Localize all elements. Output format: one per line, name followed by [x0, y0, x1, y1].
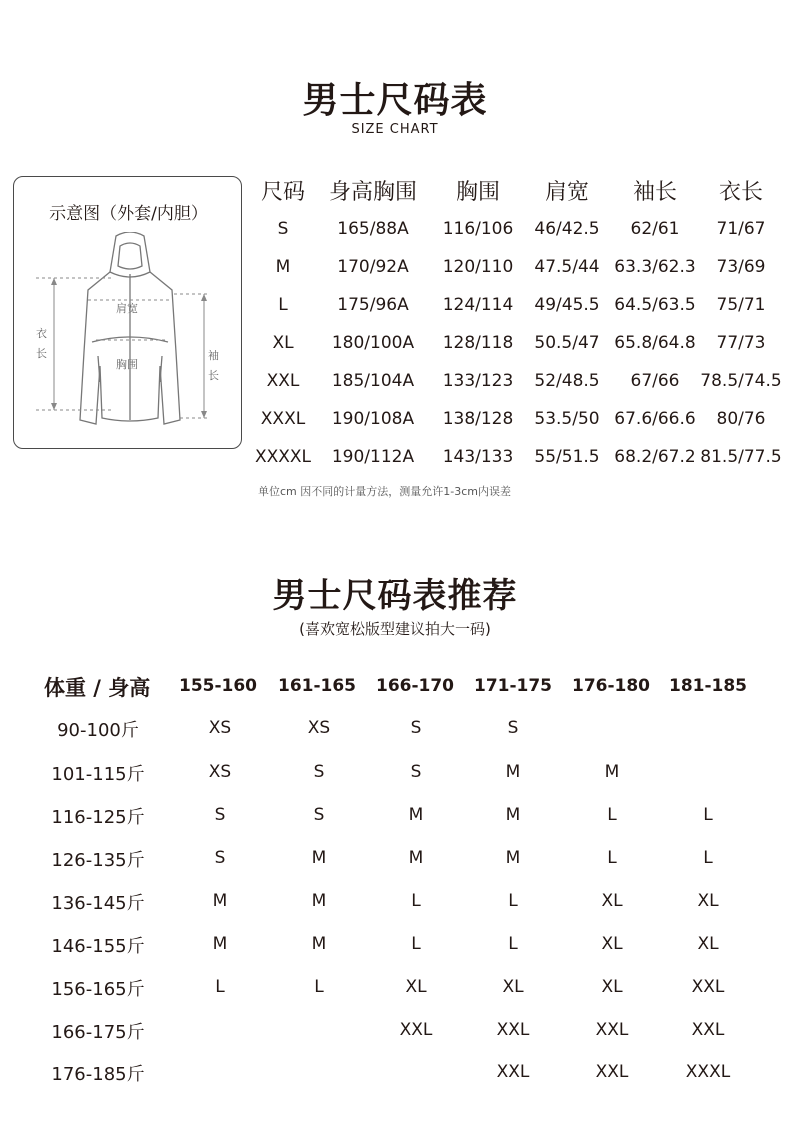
length-label-1: 衣: [36, 327, 47, 340]
sleeve-label-1: 袖: [208, 349, 219, 362]
table-cell: XXXXL: [254, 447, 312, 467]
weight-label: 116-125斤: [51, 807, 145, 828]
weight-label: 136-145斤: [51, 893, 145, 914]
recommended-size: XL: [601, 934, 623, 954]
recommended-size: XXL: [595, 1020, 629, 1040]
table-cell: M: [275, 257, 291, 277]
table-cell: 47.5/44: [534, 257, 600, 277]
size-table: [252, 170, 782, 476]
recommend-title: 男士尺码表推荐: [272, 576, 518, 616]
table-cell: 67/66: [630, 371, 680, 391]
table-row: [252, 362, 782, 400]
table-cell: 128/118: [442, 333, 514, 353]
table-cell: 64.5/63.5: [614, 295, 696, 315]
recommended-size: XXL: [691, 977, 725, 997]
shoulder-label: 肩宽: [116, 302, 138, 315]
table-cell: 116/106: [442, 219, 514, 239]
table-cell: 55/51.5: [534, 447, 600, 467]
height-header: 166-170: [375, 676, 455, 696]
header-cell: 身高胸围: [328, 179, 417, 205]
recommended-size: L: [314, 977, 324, 997]
recommended-size: L: [411, 891, 421, 911]
recommended-size: S: [214, 805, 226, 825]
recommended-size: S: [507, 718, 519, 738]
weight-label: 101-115斤: [51, 764, 145, 785]
recommended-size: M: [505, 848, 521, 868]
recommended-size: L: [607, 848, 617, 868]
recommended-size: L: [607, 805, 617, 825]
table-row: [252, 286, 782, 324]
table-cell: 68.2/67.2: [614, 447, 696, 467]
table-row: [252, 438, 782, 476]
recommended-size: XL: [697, 934, 719, 954]
weight-label: 126-135斤: [51, 850, 145, 871]
recommended-size: M: [311, 934, 327, 954]
table-cell: XL: [272, 333, 294, 353]
recommended-size: XL: [601, 977, 623, 997]
table-cell: L: [278, 295, 288, 315]
weight-label: 156-165斤: [51, 979, 145, 1000]
table-row: [252, 324, 782, 362]
recommended-size: S: [313, 805, 325, 825]
table-cell: 180/100A: [331, 333, 415, 353]
table-cell: 65.8/64.8: [614, 333, 696, 353]
table-cell: 49/45.5: [534, 295, 600, 315]
weight-label: 176-185斤: [51, 1064, 145, 1085]
recommended-size: XL: [502, 977, 524, 997]
recommended-size: XS: [307, 718, 331, 738]
weight-label: 90-100斤: [57, 720, 139, 741]
recommended-size: XXL: [496, 1020, 530, 1040]
recommended-size: L: [703, 805, 713, 825]
table-cell: 133/123: [442, 371, 514, 391]
diagram-title: 示意图（外套/内胆）: [49, 204, 208, 224]
sleeve-label-2: 长: [208, 369, 219, 382]
measurement-note: 单位cm 因不同的计量方法，测量允许1-3cm内误差: [258, 485, 511, 498]
table-cell: 78.5/74.5: [700, 371, 782, 391]
table-cell: XXXL: [260, 409, 306, 429]
table-cell: 120/110: [442, 257, 514, 277]
table-cell: 124/114: [442, 295, 514, 315]
recommended-size: XXL: [691, 1020, 725, 1040]
table-cell: 53.5/50: [534, 409, 600, 429]
recommended-size: XXL: [595, 1062, 629, 1082]
table-cell: 63.3/62.3: [614, 257, 696, 277]
recommended-size: L: [508, 891, 518, 911]
table-cell: 138/128: [442, 409, 514, 429]
table-cell: 52/48.5: [534, 371, 600, 391]
table-cell: 165/88A: [337, 219, 409, 239]
height-header: 161-165: [277, 676, 357, 696]
table-cell: 80/76: [716, 409, 766, 429]
table-cell: S: [277, 219, 289, 239]
recommended-size: XL: [405, 977, 427, 997]
table-row: [252, 400, 782, 438]
recommended-size: XS: [208, 718, 232, 738]
table-cell: 190/108A: [331, 409, 415, 429]
diagram-box: [13, 176, 242, 449]
height-header: 155-160: [178, 676, 258, 696]
recommended-size: M: [408, 805, 424, 825]
recommended-size: L: [508, 934, 518, 954]
table-cell: 73/69: [716, 257, 766, 277]
table-cell: 170/92A: [337, 257, 409, 277]
recommended-size: S: [313, 762, 325, 782]
recommended-size: XXL: [399, 1020, 433, 1040]
recommended-size: M: [604, 762, 620, 782]
recommended-size: M: [311, 891, 327, 911]
recommended-size: M: [212, 891, 228, 911]
recommended-size: M: [505, 762, 521, 782]
table-cell: 175/96A: [337, 295, 409, 315]
size-chart-subtitle: SIZE CHART: [351, 122, 439, 137]
table-cell: 67.6/66.6: [614, 409, 696, 429]
table-cell: 62/61: [630, 219, 680, 239]
table-cell: 50.5/47: [534, 333, 600, 353]
table-cell: 81.5/77.5: [700, 447, 782, 467]
weight-height-header: 体重 / 身高: [44, 676, 151, 700]
recommended-size: L: [703, 848, 713, 868]
table-cell: XXL: [266, 371, 300, 391]
weight-label: 166-175斤: [51, 1022, 145, 1043]
header-cell: 肩宽: [544, 179, 589, 205]
table-row: [252, 210, 782, 248]
length-label-2: 长: [36, 347, 47, 360]
recommended-size: M: [311, 848, 327, 868]
table-cell: 190/112A: [331, 447, 415, 467]
table-cell: 75/71: [716, 295, 766, 315]
header-cell: 尺码: [260, 179, 305, 205]
recommended-size: L: [411, 934, 421, 954]
header-cell: 衣长: [718, 179, 763, 205]
size-table-header: [252, 170, 782, 210]
table-row: [252, 248, 782, 286]
recommended-size: M: [212, 934, 228, 954]
header-cell: 胸围: [455, 179, 500, 205]
recommended-size: L: [215, 977, 225, 997]
recommended-size: S: [214, 848, 226, 868]
recommended-size: XXXL: [685, 1062, 731, 1082]
size-chart-title: 男士尺码表: [302, 80, 488, 121]
table-cell: 185/104A: [331, 371, 415, 391]
table-cell: 143/133: [442, 447, 514, 467]
recommended-size: S: [410, 762, 422, 782]
recommended-size: XS: [208, 762, 232, 782]
weight-label: 146-155斤: [51, 936, 145, 957]
height-header: 171-175: [473, 676, 553, 696]
table-cell: 71/67: [716, 219, 766, 239]
table-cell: 46/42.5: [534, 219, 600, 239]
height-header: 176-180: [571, 676, 651, 696]
recommend-subtitle: (喜欢宽松版型建议拍大一码): [299, 620, 491, 638]
recommended-size: S: [410, 718, 422, 738]
recommended-size: M: [505, 805, 521, 825]
recommended-size: XL: [601, 891, 623, 911]
chest-label: 胸围: [116, 358, 138, 371]
jacket-diagram-icon: [14, 232, 243, 447]
recommended-size: XL: [697, 891, 719, 911]
height-header: 181-185: [668, 676, 748, 696]
header-cell: 袖长: [632, 179, 677, 205]
table-cell: 77/73: [716, 333, 766, 353]
recommended-size: XXL: [496, 1062, 530, 1082]
recommended-size: M: [408, 848, 424, 868]
